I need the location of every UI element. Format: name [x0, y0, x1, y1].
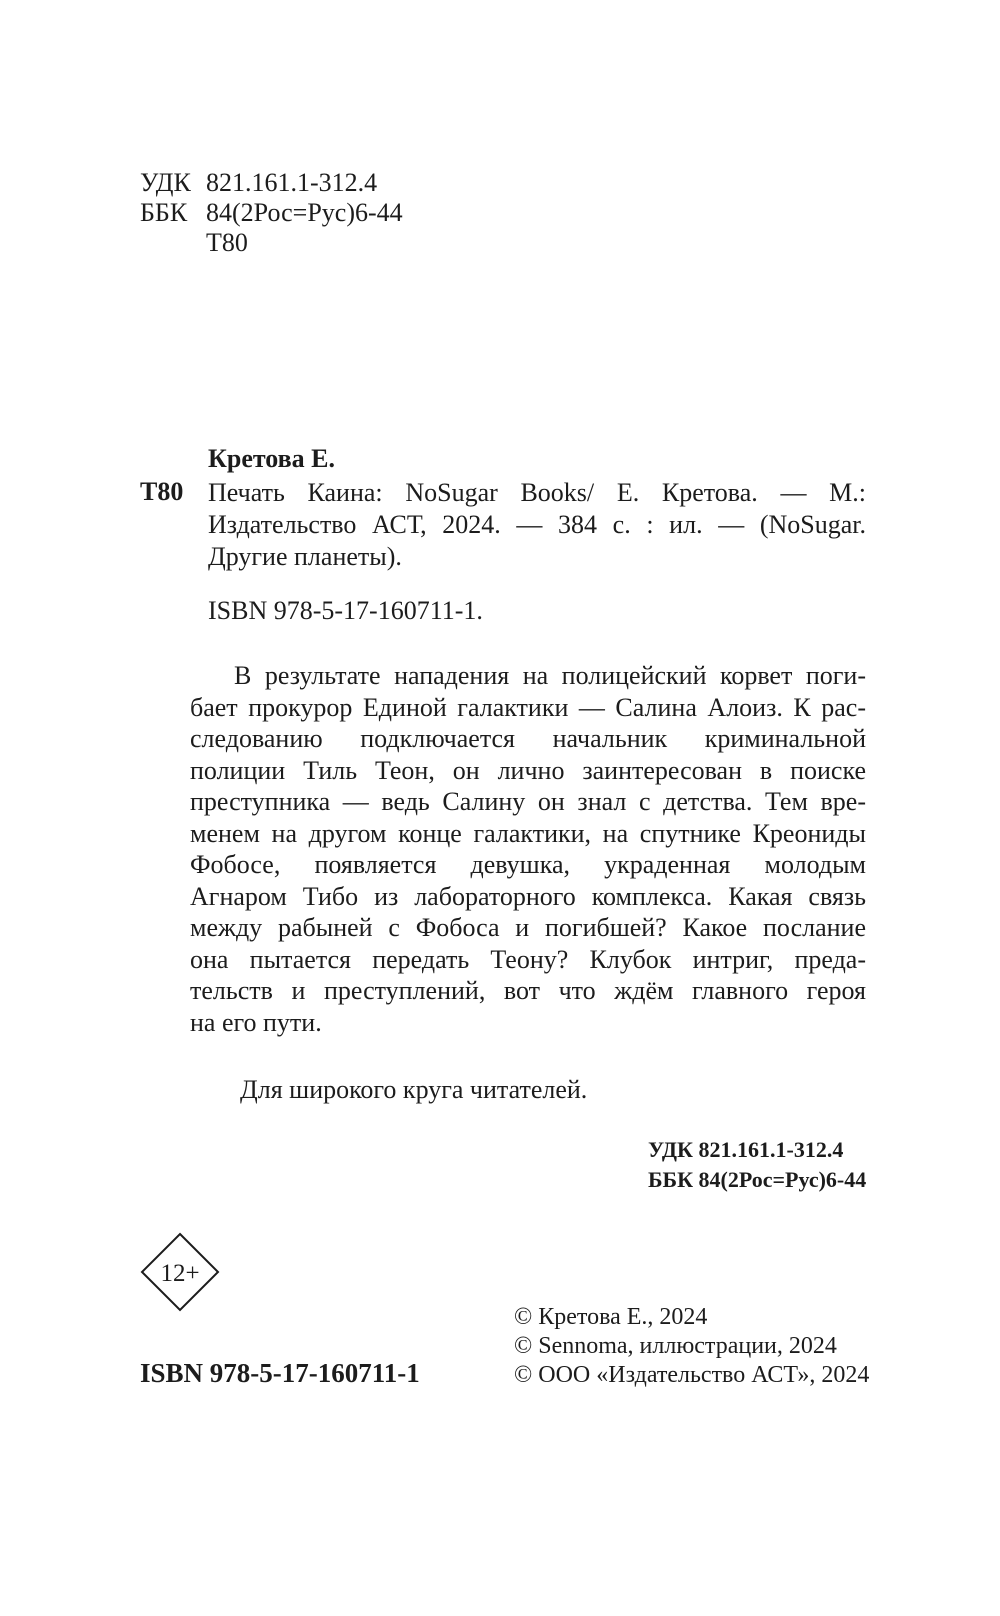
annotation-line: она пытается передать Теону? Клубок интриг, преда- — [190, 944, 866, 974]
audience-note: Для широкого круга читателей. — [240, 1075, 588, 1104]
udk-label: УДК — [140, 168, 191, 197]
age-rating-badge — [140, 1232, 220, 1312]
header-author-mark: Т80 — [206, 228, 248, 257]
bbk-value: 84(2Рос=Рус)6-44 — [206, 198, 403, 227]
classification-codes-right — [648, 1135, 866, 1195]
annotation-line: бает прокурор Единой галактики — Салина Алоиз. К рас- — [190, 692, 866, 722]
annotation-line: преступника — ведь Салину он знал с детства. Тем вре- — [190, 787, 866, 816]
annotation-line: между рабыней с Фобоса и погибшей? Какое послание — [190, 913, 866, 942]
udk-code: УДК 821.161.1-312.4 — [648, 1137, 844, 1162]
author-mark-row — [140, 228, 403, 258]
annotation-line: Фобосе, появляется девушка, украденная молодым — [190, 850, 866, 879]
isbn-line: ISBN 978-5-17-160711-1. — [208, 596, 483, 625]
age-rating-text: 12+ — [160, 1260, 200, 1287]
copyright-line: © ООО «Издательство АСТ», 2024 — [514, 1362, 870, 1388]
annotation-line: полиции Тиль Теон, он лично заинтересован в поиске — [190, 755, 866, 785]
bibliographic-description — [208, 477, 866, 573]
copyright-line: © Кретова Е., 2024 — [514, 1304, 708, 1330]
biblio-line: Издательство АСТ, 2024. — 384 с. : ил. — (NoSugar. — [208, 510, 866, 539]
annotation-line: Агнаром Тибо из лабораторного комплекса. Какая связь — [190, 881, 866, 911]
udk-value: 821.161.1-312.4 — [206, 168, 378, 197]
annotation — [190, 660, 866, 1038]
header-classification — [140, 168, 403, 258]
bbk-row — [140, 198, 403, 228]
annotation-line: менем на другом конце галактики, на спутнике Креониды — [190, 818, 866, 848]
annotation-line: В результате нападения на полицейский корвет поги- — [234, 661, 866, 690]
bbk-code: ББК 84(2Рос=Рус)6-44 — [648, 1167, 867, 1192]
annotation-line: на его пути. — [190, 1007, 322, 1037]
bbk-label: ББК — [140, 198, 188, 227]
isbn-bottom: ISBN 978-5-17-160711-1 — [140, 1358, 420, 1388]
annotation-line: тельств и преступлений, вот что ждём главного героя — [190, 976, 866, 1005]
author-name: Кретова Е. — [208, 444, 336, 473]
annotation-line: следованию подключается начальник криминальной — [190, 724, 866, 753]
udk-row — [140, 168, 403, 198]
author-mark: Т80 — [140, 477, 184, 506]
copyright-block — [514, 1303, 869, 1390]
copyright-line: © Sennoma, иллюстрации, 2024 — [514, 1333, 837, 1359]
biblio-line: Печать Каина: NoSugar Books/ Е. Кретова. — М.: — [208, 478, 866, 507]
biblio-line: Другие планеты). — [208, 542, 402, 571]
